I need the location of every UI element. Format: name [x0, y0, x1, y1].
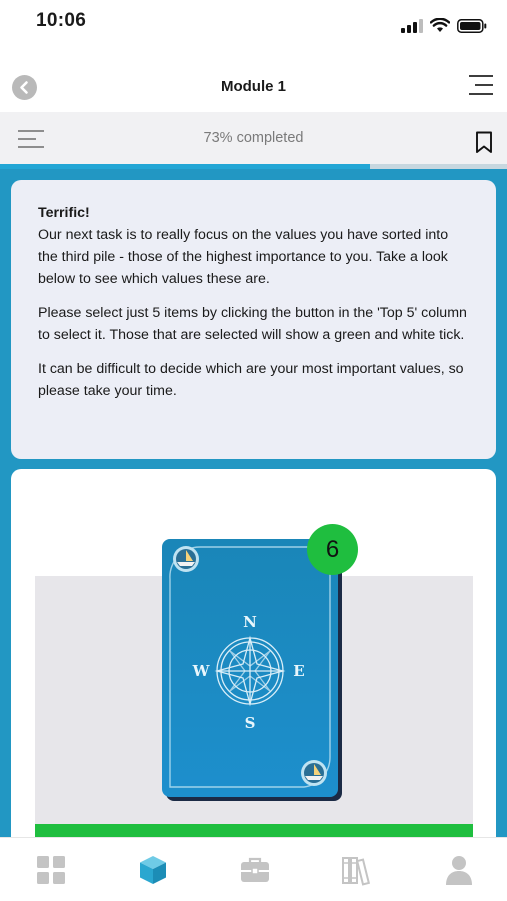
status-time: 10:06	[36, 10, 87, 31]
wifi-icon	[430, 18, 450, 33]
page-title: Module 1	[220, 78, 286, 95]
status-icons	[401, 18, 487, 33]
tab-profile[interactable]	[441, 852, 477, 888]
compass-north-label: N	[243, 613, 257, 631]
tab-dashboard[interactable]	[33, 852, 69, 888]
card-ship-emblem-top	[173, 546, 199, 572]
library-books-icon	[341, 854, 373, 886]
instructions-paragraph-1	[38, 202, 470, 290]
compass-east-label: E	[293, 662, 305, 680]
instructions-text-1: Our next task is to really focus on the values you have sorted into the third pile - those of the highest importance to you. Take a look below to see which values these are.	[38, 227, 449, 287]
menu-button[interactable]	[468, 74, 494, 101]
battery-icon	[457, 19, 487, 33]
progress-row	[0, 112, 507, 164]
hamburger-menu-icon	[468, 74, 494, 96]
card-ship-emblem-bottom	[301, 760, 327, 786]
module-cube-icon	[137, 854, 169, 886]
header-bar	[0, 60, 507, 112]
tab-library[interactable]	[339, 852, 375, 888]
tab-toolkit[interactable]	[237, 852, 273, 888]
values-card-panel	[11, 469, 496, 837]
instructions-paragraph-2: Please select just 5 items by clicking the button in the 'Top 5' column to select it. Those that are selected will show a green and white tick.	[38, 305, 467, 343]
compass-rose	[217, 638, 283, 704]
bookmark-icon	[475, 131, 493, 154]
toolkit-briefcase-icon	[239, 855, 271, 885]
bookmark-button[interactable]	[475, 131, 493, 159]
instructions-heading: Terrific!	[38, 205, 90, 221]
compass-west-label: W	[192, 662, 210, 680]
status-bar	[0, 0, 507, 50]
signal-icon	[401, 19, 423, 33]
dashboard-icon	[36, 855, 66, 885]
card-count-badge: 6	[307, 524, 358, 575]
instructions-paragraph-3: It can be difficult to decide which are your most important values, so please take your time.	[38, 361, 464, 399]
bottom-tab-bar	[0, 837, 507, 901]
progress-label: 73% completed	[203, 130, 304, 146]
tab-module[interactable]	[135, 852, 171, 888]
main-content	[0, 169, 507, 837]
value-card[interactable]	[162, 539, 342, 801]
instructions-card	[11, 180, 496, 459]
compass-south-label: S	[244, 714, 256, 732]
green-bar	[35, 824, 473, 837]
profile-icon	[444, 854, 474, 886]
